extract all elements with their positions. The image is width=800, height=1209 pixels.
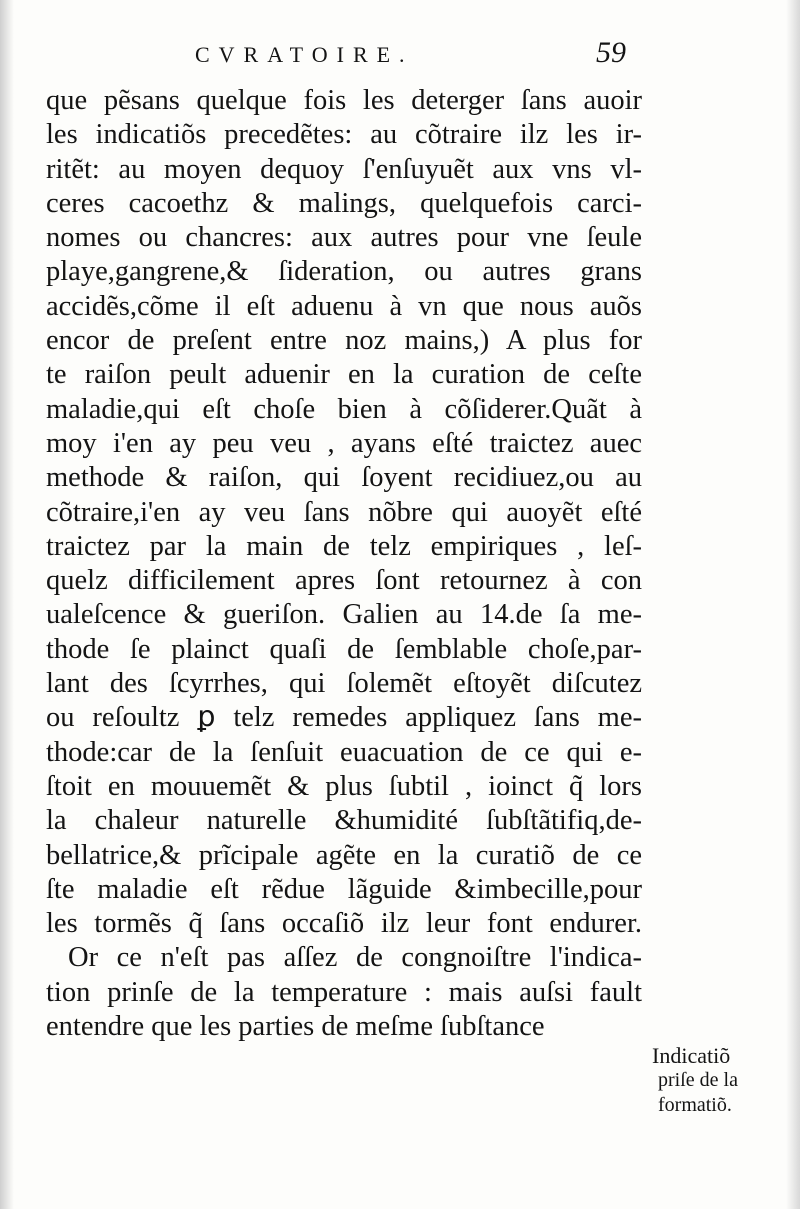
text-line: bellatrice,& prĩcipale agẽte en la curatiõ de ce [46, 839, 642, 871]
text-line: la chaleur naturelle &humidité ſubſtãtifiq,de- [46, 805, 642, 837]
text-line: methode & raiſon, qui ſoyent recidiuez,ou au [46, 462, 642, 494]
paragraph-first-line: Or ce n'eſt pas aſſez de congnoiſtre l'indica- [68, 942, 642, 974]
text-line: ſtoit en mouuemẽt & plus ſubtil , ioinct q̃ lors [46, 770, 642, 802]
scan-edge-left [0, 0, 14, 1209]
text-line: traictez par la main de telz empiriques , leſ- [46, 530, 642, 562]
text-line: que pẽsans quelque fois les deterger ſans auoir [46, 85, 642, 116]
marginal-note-line: formatiõ. [658, 1094, 732, 1116]
text-line: ritẽt: au moyen dequoy ſ'enſuyuẽt aux vns vl- [46, 153, 642, 185]
text-line: maladie,qui eſt choſe bien à cõſiderer.Quãt à [46, 393, 642, 425]
running-head: CVRATOIRE. [195, 42, 414, 67]
text-line: quelz difficilement apres ſont retournez à con [46, 565, 642, 597]
body-text [46, 84, 642, 1044]
text-line: ou reſoultz ꝑ telz remedes appliquez ſans me- [46, 702, 642, 734]
text-line: playe,gangrene,& ſideration, ou autres grans [46, 256, 642, 288]
text-line: thode:car de la ſenſuit euacuation de ce qui e- [46, 736, 642, 768]
text-line: cõtraire,i'en ay veu ſans nõbre qui auoyẽt eſté [46, 496, 642, 528]
text-line: te raiſon peult aduenir en la curation de ceſte [46, 359, 642, 391]
text-line: encor de preſent entre noz mains,) A plus for [46, 325, 642, 357]
marginal-note-line: Indicatiõ [652, 1043, 731, 1068]
text-line: ſte maladie eſt rẽdue lãguide &imbecille,pour [46, 873, 642, 905]
marginal-note [652, 1043, 768, 1118]
text-line: nomes ou chancres: aux autres pour vne ſeule [46, 222, 642, 254]
text-line: entendre que les parties de meſme ſubſtance [46, 1011, 545, 1043]
text-line: ualeſcence & gueriſon. Galien au 14.de ſa me- [46, 599, 642, 631]
page-number: 59 [596, 36, 626, 69]
text-line: ceres cacoethz & malings, quelquefois carci- [46, 187, 642, 219]
scan-edge-right [786, 0, 800, 1209]
text-line: les indicatiõs precedẽtes: au cõtraire ilz les ir- [46, 119, 642, 151]
text-line: moy i'en ay peu veu , ayans eſté traictez auec [46, 427, 642, 459]
marginal-note-line: priſe de la [658, 1069, 738, 1091]
text-line: lant des ſcyrrhes, qui ſolemẽt eſtoyẽt diſcutez [46, 668, 642, 700]
text-line: tion prinſe de la temperature : mais auſsi fault [46, 976, 642, 1008]
text-line: les tormẽs q̃ ſans occaſiõ ilz leur font endurer. [46, 908, 642, 940]
text-line: thode ſe plainct quaſi de ſemblable choſe,par- [46, 633, 642, 665]
text-line: accidẽs,cõme il eſt aduenu à vn que nous auõs [46, 290, 642, 322]
